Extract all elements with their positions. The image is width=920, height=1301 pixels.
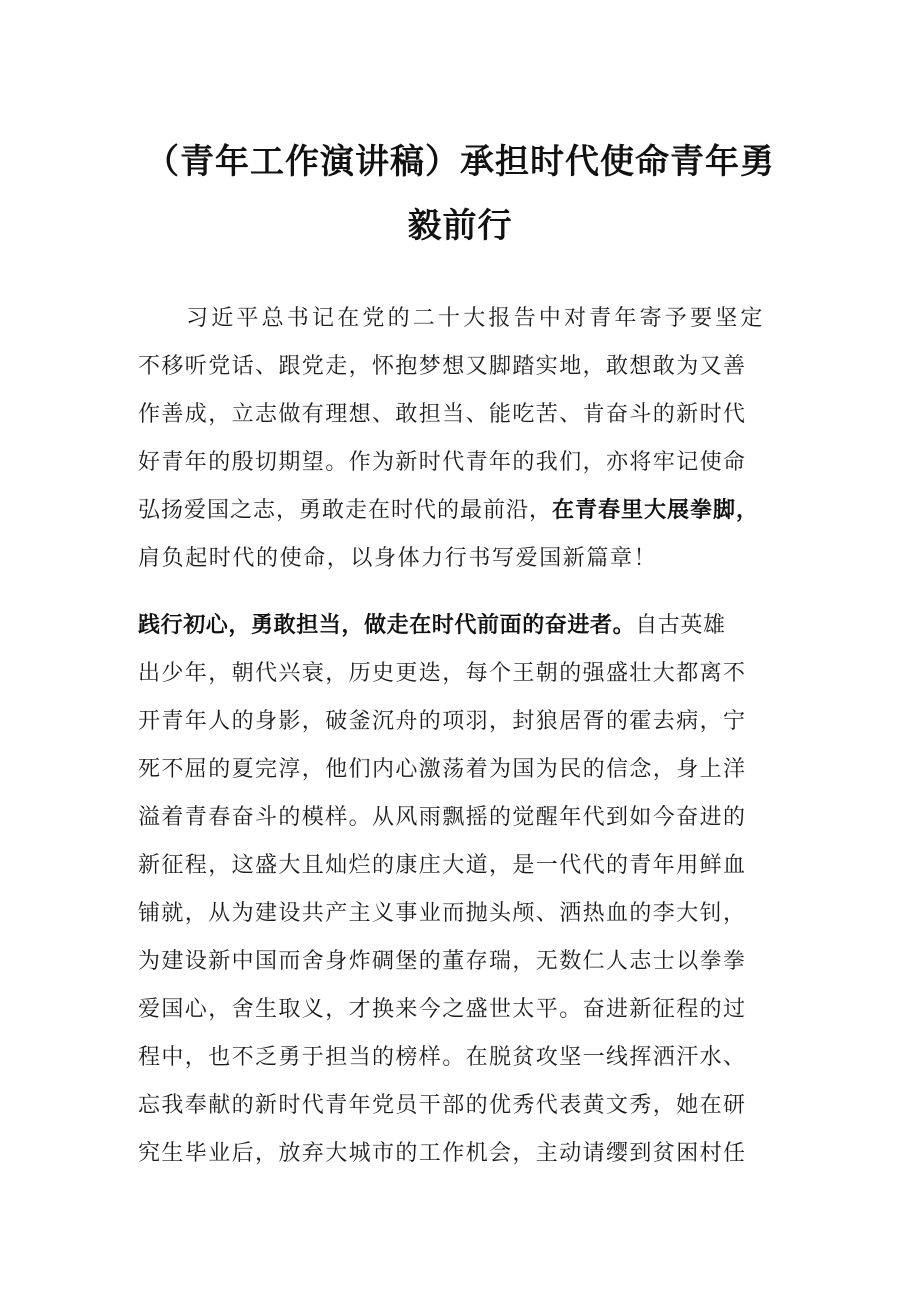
paragraph-line: 爱国心，舍生取义，才换来今之盛世太平。奋进新征程的过 xyxy=(138,997,747,1022)
paragraph-line: 死不屈的夏完淳，他们内心激荡着为国为民的信念，身上洋 xyxy=(138,757,747,782)
paragraph-line: 肩负起时代的使命，以身体力行书写爱国新篇章！ xyxy=(138,546,658,571)
bold-phrase: 在青春里大展拳脚， xyxy=(552,498,760,523)
paragraph-text: 弘扬爱国之志，勇敢走在时代的最前沿， xyxy=(138,498,553,523)
paragraph-line: 究生毕业后，放弃大城市的工作机会，主动请缨到贫困村任 xyxy=(138,1141,747,1166)
paragraph-line: 不移听党话、跟党走，怀抱梦想又脚踏实地，敢想敢为又善 xyxy=(138,354,747,379)
section-heading: 践行初心，勇敢担当，做走在时代前面的奋进者。 xyxy=(138,613,636,638)
document-title-line-2: 毅前行 xyxy=(407,206,513,246)
paragraph-line: 出少年，朝代兴衰，历史更迭，每个王朝的强盛壮大都离不 xyxy=(138,661,747,686)
paragraph-line: 忘我奉献的新时代青年党员干部的优秀代表黄文秀，她在研 xyxy=(138,1093,747,1118)
paragraph-line: 习近平总书记在党的二十大报告中对青年寄予要坚定 xyxy=(186,306,766,331)
paragraph-text: 自古英雄 xyxy=(635,613,726,638)
paragraph-line xyxy=(138,611,726,641)
paragraph-line: 为建设新中国而舍身炸碉堡的董存瑞，无数仁人志士以拳拳 xyxy=(138,949,747,974)
document-title-line-1: （青年工作演讲稿）承担时代使命青年勇 xyxy=(145,142,775,182)
paragraph-line: 作善成，立志做有理想、敢担当、能吃苦、肯奋斗的新时代 xyxy=(138,402,747,427)
paragraph-line: 好青年的殷切期望。作为新时代青年的我们，亦将牢记使命 xyxy=(138,450,747,475)
paragraph-line: 新征程，这盛大且灿烂的康庄大道，是一代代的青年用鲜血 xyxy=(138,853,747,878)
paragraph-line xyxy=(138,496,759,526)
paragraph-line: 程中，也不乏勇于担当的榜样。在脱贫攻坚一线挥洒汗水、 xyxy=(138,1045,747,1070)
paragraph-line: 开青年人的身影，破釜沉舟的项羽，封狼居胥的霍去病，宁 xyxy=(138,709,747,734)
paragraph-line: 铺就，从为建设共产主义事业而抛头颅、洒热血的李大钊， xyxy=(138,901,747,926)
paragraph-line: 溢着青春奋斗的模样。从风雨飘摇的觉醒年代到如今奋进的 xyxy=(138,805,747,830)
